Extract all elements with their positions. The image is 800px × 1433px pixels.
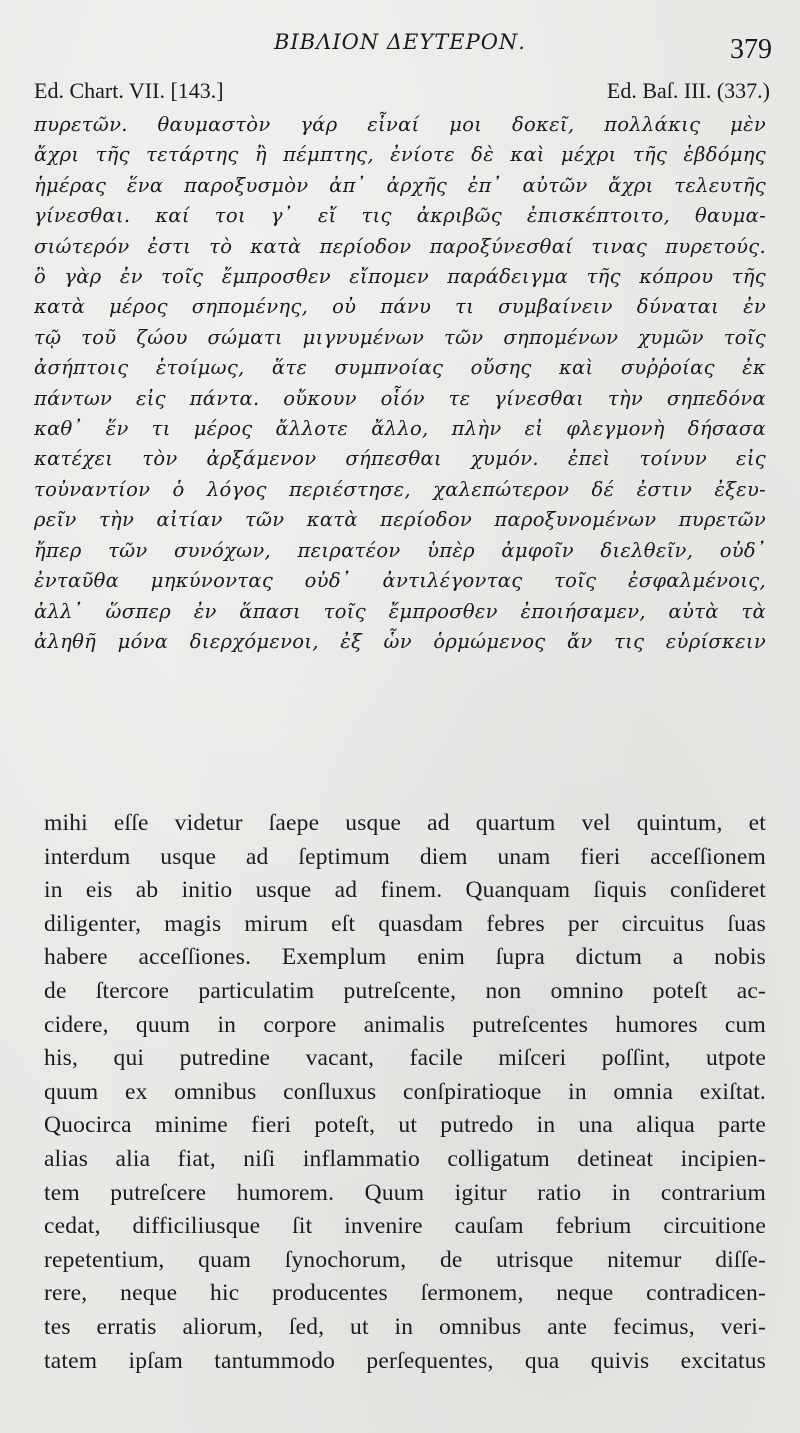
edition-references xyxy=(34,78,770,104)
greek-text-line: καθ᾿ ἕν τι μέρος ἄλλοτε ἄλλο, πλὴν εἰ φλεγμονὴ δήσασα xyxy=(34,417,766,441)
latin-text-line: repetentium, quam ſynochorum, de utrisque nitemur diſſe- xyxy=(44,1246,766,1273)
latin-text-line: mihi eſſe videtur ſaepe usque ad quartum vel quintum, et xyxy=(44,810,766,836)
greek-text-line: τῷ τοῦ ζώου σώματι μιγνυμένων τῶν σηπομένων χυμῶν τοῖς xyxy=(34,325,766,349)
greek-text-line: σιώτερόν ἐστι τὸ κατὰ περίοδον παροξύνεσθαί τινας πυρετούς. xyxy=(34,234,766,258)
greek-text-line: ἀληθῆ μόνα διερχόμενοι, ἐξ ὧν ὁρμώμενος ἄν τις εὑρίσκειν xyxy=(34,629,766,653)
latin-text-line: alias alia fiat, niſi inflammatio colligatum detineat incipien- xyxy=(44,1145,766,1172)
latin-text-line: rere, neque hic producentes ſermonem, neque contradicen- xyxy=(44,1280,766,1307)
greek-text-block xyxy=(34,110,766,657)
greek-text-line: κατὰ μέρος σηπομένης, οὐ πάνυ τι συμβαίνειν δύναται ἐν xyxy=(34,295,766,319)
greek-text-line: γίνεσθαι. καί τοι γ᾿ εἴ τις ἀκριβῶς ἐπισκέπτοιτο, θαυμα- xyxy=(34,204,766,228)
greek-text-line: ἡμέρας ἕνα παροξυσμὸν ἀπ᾿ ἀρχῆς ἐπ᾿ αὐτῶν ἄχρι τελευτῆς xyxy=(34,173,766,197)
page-number: 379 xyxy=(730,34,772,65)
latin-text-line: tatem ipſam tantummodo perſequentes, qua quivis excitatus xyxy=(44,1347,766,1374)
latin-text-line: tem putreſcere humorem. Quum igitur ratio in contrarium xyxy=(44,1179,766,1206)
greek-text-line: ἀσήπτοις ἑτοίμως, ἅτε συμπνοίας οὔσης καὶ συῤῥοίας ἐκ xyxy=(34,356,766,380)
greek-text-line: ἀλλ᾿ ὥσπερ ἐν ἅπασι τοῖς ἔμπροσθεν ἐποιήσαμεν, αὐτὰ τὰ xyxy=(34,599,766,623)
latin-text-line: de ſtercore particulatim putreſcente, non omnino poteſt ac- xyxy=(44,977,766,1004)
latin-text-line: interdum usque ad ſeptimum diem unam fieri acceſſionem xyxy=(44,843,766,870)
latin-text-line: tes erratis aliorum, ſed, ut in omnibus ante fecimus, veri- xyxy=(44,1313,766,1340)
greek-text-line: πάντων εἰς πάντα. οὔκουν οἷόν τε γίνεσθαι τὴν σηπεδόνα xyxy=(34,386,766,410)
greek-text-line: ρεῖν τὴν αἰτίαν τῶν κατὰ περίοδον παροξυνομένων πυρετῶν xyxy=(34,508,766,532)
greek-text-line: ἤπερ τῶν συνόχων, πειρατέον ὑπὲρ ἀμφοῖν διελθεῖν, οὐδ᾿ xyxy=(34,538,766,562)
latin-text-line: cedat, difficiliusque ſit invenire cauſam febrium circuitione xyxy=(44,1213,766,1240)
latin-text-line: cidere, quum in corpore animalis putreſcentes humores cum xyxy=(44,1011,766,1038)
running-head: ΒΙΒΛΙΟΝ ΔΕΥΤΕΡΟΝ. xyxy=(274,30,526,54)
greek-text-line: κατέχει τὸν ἀρξάμενον σήπεσθαι χυμόν. ἐπεὶ τοίνυν εἰς xyxy=(34,447,766,471)
latin-text-block xyxy=(44,807,766,1378)
latin-text-line: Quocirca minime fieri poteſt, ut putredo in una aliqua parte xyxy=(44,1112,766,1139)
greek-text-line: πυρετῶν. θαυμαστὸν γάρ εἶναί μοι δοκεῖ, πολλάκις μὲν xyxy=(34,113,766,136)
greek-text-line: ἐνταῦθα μηκύνοντας οὐδ᾿ ἀντιλέγοντας τοῖς ἐσφαλμένοις, xyxy=(34,569,766,593)
latin-text-line: his, qui putredine vacant, facile miſceri poſſint, utpote xyxy=(44,1045,766,1072)
latin-text-line: in eis ab initio usque ad finem. Quanquam ſiquis conſideret xyxy=(44,877,766,904)
edition-chartier-ref: Ed. Chart. VII. [143.] xyxy=(34,78,224,103)
latin-text-line: quum ex omnibus conſluxus conſpiratioque in omnia exiſtat. xyxy=(44,1078,766,1105)
greek-text-line: ὃ γὰρ ἐν τοῖς ἔμπροσθεν εἴπομεν παράδειγμα τῆς κόπρου τῆς xyxy=(34,265,766,289)
edition-basel-ref: Ed. Baſ. III. (337.) xyxy=(606,78,770,103)
latin-text-line: habere acceſſiones. Exemplum enim ſupra dictum a nobis xyxy=(44,944,766,971)
greek-text-line: ἄχρι τῆς τετάρτης ἢ πέμπτης, ἐνίοτε δὲ καὶ μέχρι τῆς ἑβδόμης xyxy=(34,143,766,167)
greek-text-line: τοὐναντίον ὁ λόγος περιέστησε, χαλεπώτερον δέ ἐστιν ἐξευ- xyxy=(34,477,766,501)
latin-text-line: diligenter, magis mirum eſt quasdam febres per circuitus ſuas xyxy=(44,910,766,937)
